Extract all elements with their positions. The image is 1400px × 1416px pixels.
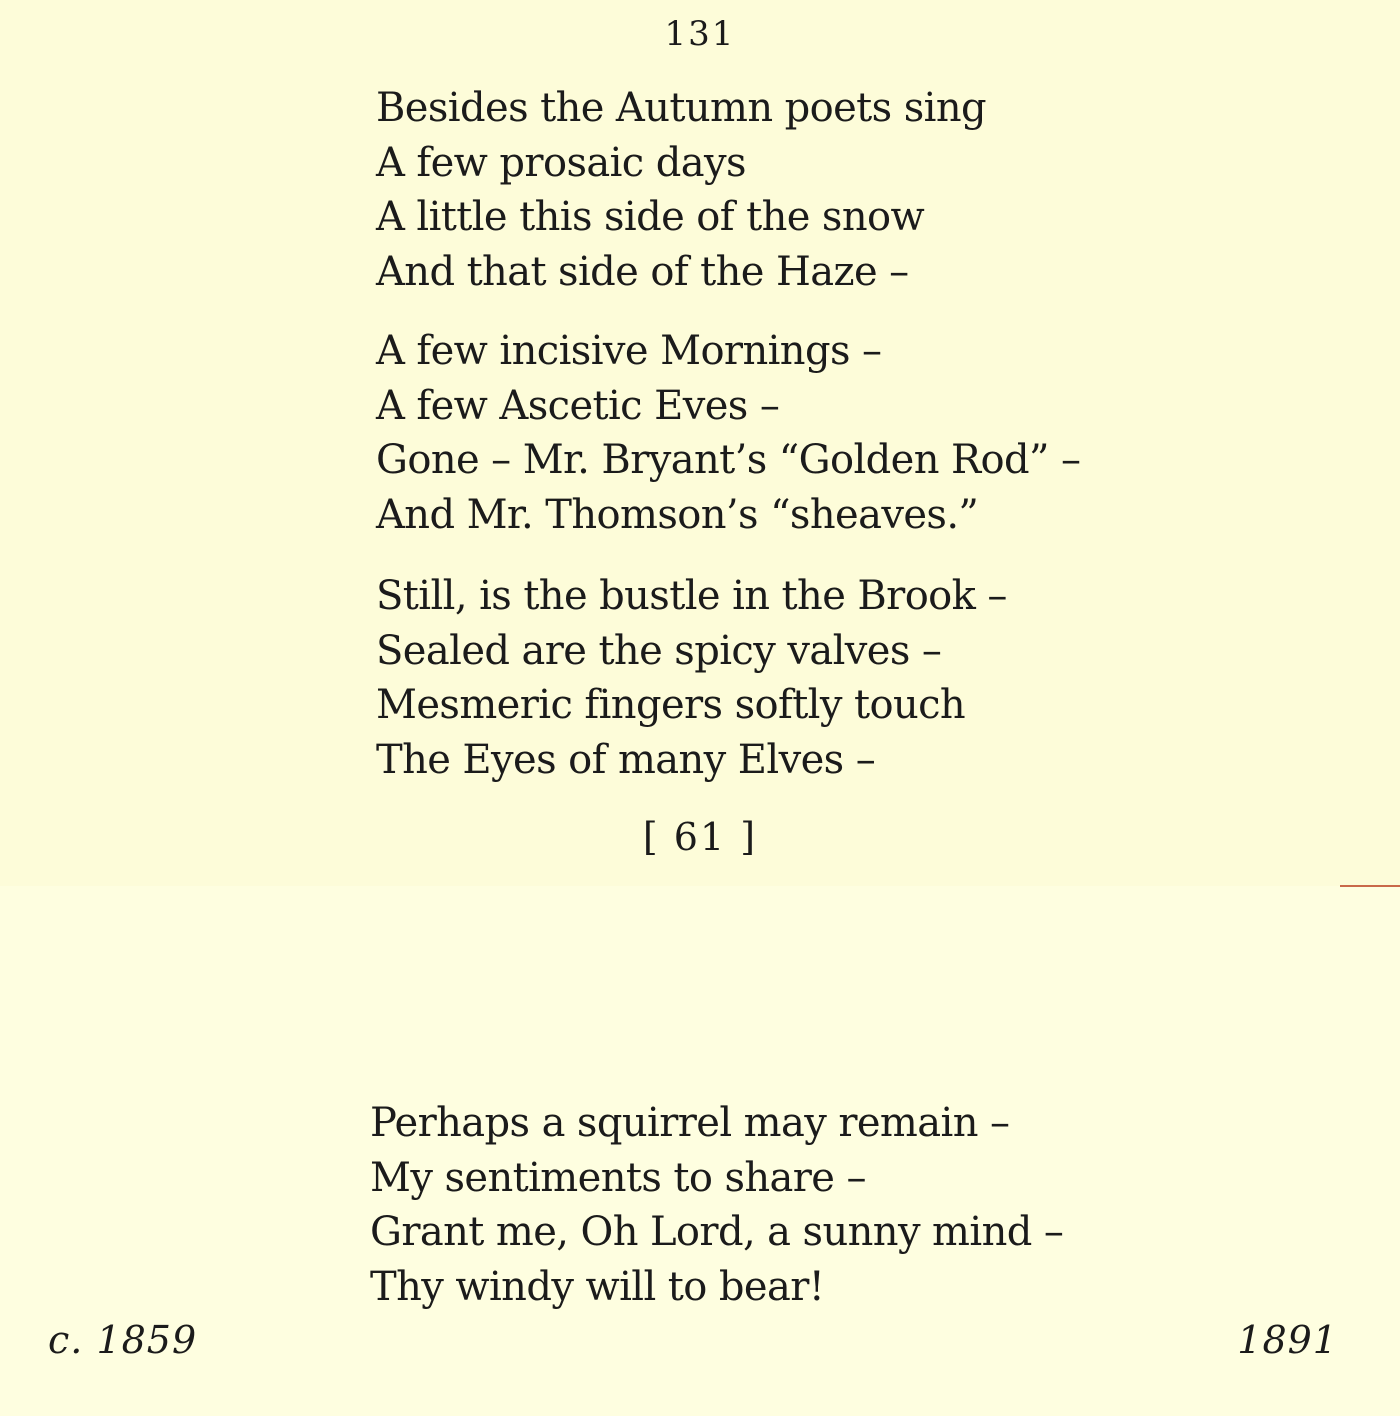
poem-line: Mesmeric fingers softly touch: [376, 682, 966, 728]
poem-line: The Eyes of many Elves –: [376, 736, 876, 783]
poem-number: 131: [664, 14, 736, 54]
poem-line: Gone – Mr. Bryant’s “Golden Rod” –: [376, 437, 1081, 483]
stanza-4: [370, 1096, 1063, 1314]
poem-line: And that side of the Haze –: [376, 248, 909, 295]
stanza-2: [376, 324, 1080, 542]
publication-date: 1891: [1237, 1318, 1338, 1362]
stanza-3: [376, 569, 1007, 787]
page-seam: [1340, 885, 1400, 887]
poem-line: Thy windy will to bear!: [370, 1263, 825, 1310]
poem-line: A little this side of the snow: [376, 194, 925, 240]
poem-line: Besides the Autumn poets sing: [376, 85, 986, 131]
composition-date: c. 1859: [48, 1318, 198, 1362]
poem-line: A few Ascetic Eves –: [376, 382, 780, 429]
poem-line: And Mr. Thomson’s “sheaves.”: [376, 491, 979, 538]
page-number-marker: [ 61 ]: [642, 815, 758, 859]
poem-line: Perhaps a squirrel may remain –: [370, 1100, 1010, 1146]
stanza-1: [376, 81, 986, 299]
poem-line: Still, is the bustle in the Brook –: [376, 573, 1007, 619]
poem-line: Grant me, Oh Lord, a sunny mind –: [370, 1209, 1064, 1255]
poem-line: A few prosaic days: [376, 139, 746, 186]
poem-line: My sentiments to share –: [370, 1154, 866, 1201]
poem-line: Sealed are the spicy valves –: [376, 627, 942, 674]
poem-line: A few incisive Mornings –: [376, 328, 882, 374]
